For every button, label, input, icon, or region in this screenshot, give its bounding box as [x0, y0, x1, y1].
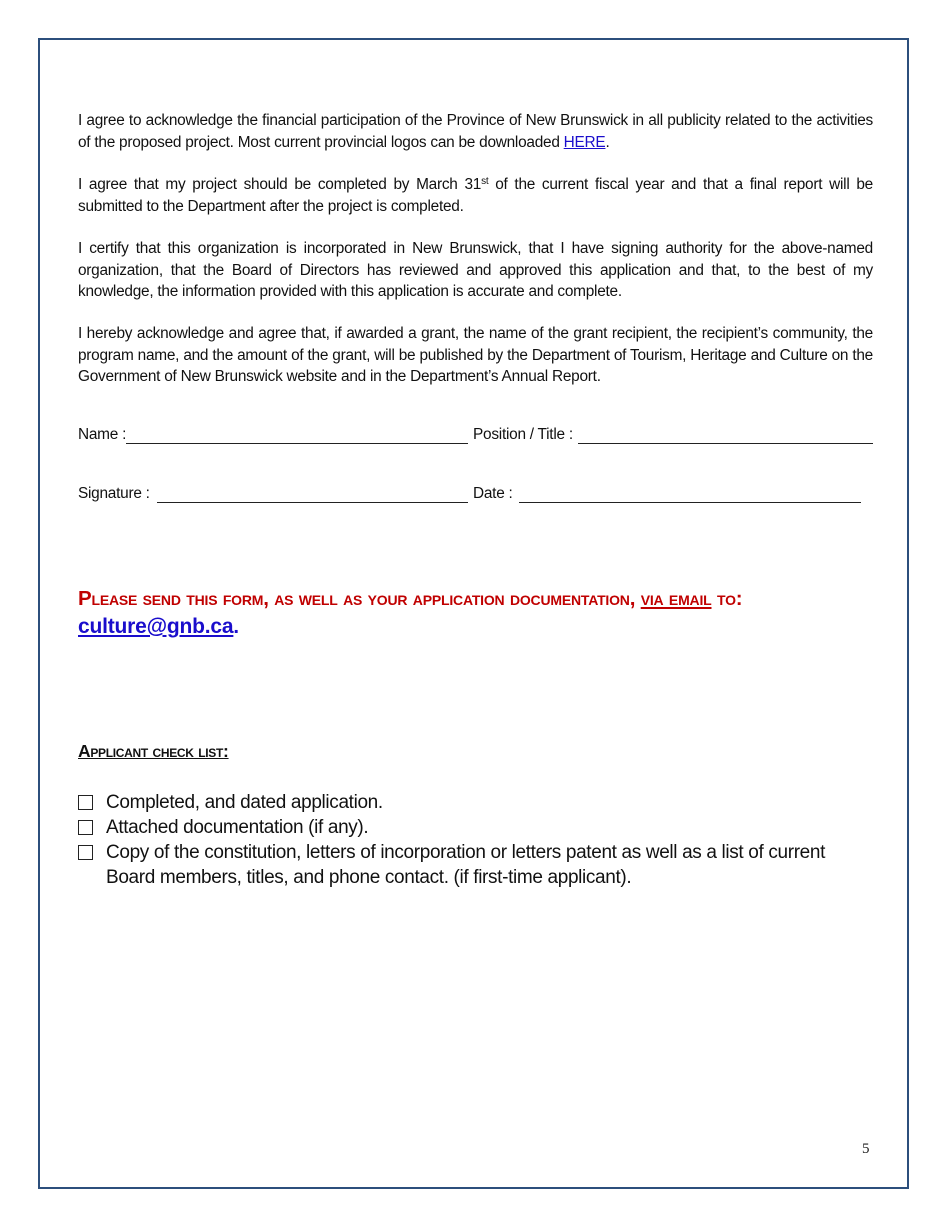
signature-date-row	[78, 485, 873, 507]
checklist-heading	[78, 741, 229, 762]
email-link[interactable]: culture@gnb.ca	[78, 615, 234, 638]
checkbox[interactable]	[78, 820, 93, 835]
send-via-email: via email	[640, 587, 712, 610]
date-label: Date :	[473, 485, 513, 502]
ordinal-suffix: st	[481, 176, 489, 187]
checklist-item	[78, 790, 873, 815]
name-field[interactable]	[126, 443, 468, 444]
checkbox[interactable]	[78, 845, 93, 860]
position-title-field[interactable]	[578, 443, 873, 444]
checklist-item-label: Attached documentation (if any).	[106, 817, 369, 838]
paragraph-certify: I certify that this organization is incorporated in New Brunswick, that I have signing authority for the above-named organization, that the Board of Directors has reviewed and approved this application and that, to the best of my knowledge, the information provided with this application is accurate and complete.	[78, 240, 873, 300]
checklist-item-label: Copy of the constitution, letters of incorporation or letters patent as well as a list of current Board members, titles, and phone contact. (if first-time applicant).	[106, 842, 826, 888]
paragraph-completion-text-end: of the current fiscal year and that a final report will be submitted to the Department after the project is completed.	[78, 176, 873, 215]
paragraph-completion	[78, 174, 873, 217]
paragraph-publicity-end: .	[605, 133, 610, 151]
date-field[interactable]	[519, 502, 861, 503]
send-instructions	[78, 585, 873, 641]
signature-field[interactable]	[157, 502, 468, 503]
logos-download-link[interactable]: HERE	[563, 133, 606, 151]
paragraph-publicity-text: I agree to acknowledge the financial participation of the Province of New Brunswick in all publicity related to the activities of the proposed project. Most current provincial logos can be downloaded	[78, 112, 873, 151]
checklist-heading-colon: :	[223, 741, 229, 761]
page-number: 5	[862, 1141, 870, 1157]
checkbox[interactable]	[78, 795, 93, 810]
paragraph-completion-text: I agree that my project should be completed by March 31	[78, 176, 482, 193]
signature-label: Signature :	[78, 485, 150, 502]
send-text: Please send this form, as well as your application documentation,	[78, 587, 641, 610]
name-label: Name :	[78, 426, 127, 443]
checklist-heading-text: Applicant check list	[78, 741, 224, 761]
send-to: to:	[711, 587, 743, 610]
email-period: .	[233, 615, 239, 638]
paragraph-publicity	[78, 110, 873, 153]
checklist-item-label: Completed, and dated application.	[106, 792, 383, 813]
checklist-item	[78, 840, 873, 890]
position-title-label: Position / Title :	[473, 426, 573, 443]
checklist-item	[78, 815, 873, 840]
paragraph-acknowledge: I hereby acknowledge and agree that, if awarded a grant, the name of the grant recipient, the recipient’s community, the program name, and the amount of the grant, will be published by the Department of Tourism, Heritage and Culture on the Government of New Brunswick website and in the Department’s Annual Report.	[78, 325, 873, 385]
name-position-row	[78, 426, 873, 448]
